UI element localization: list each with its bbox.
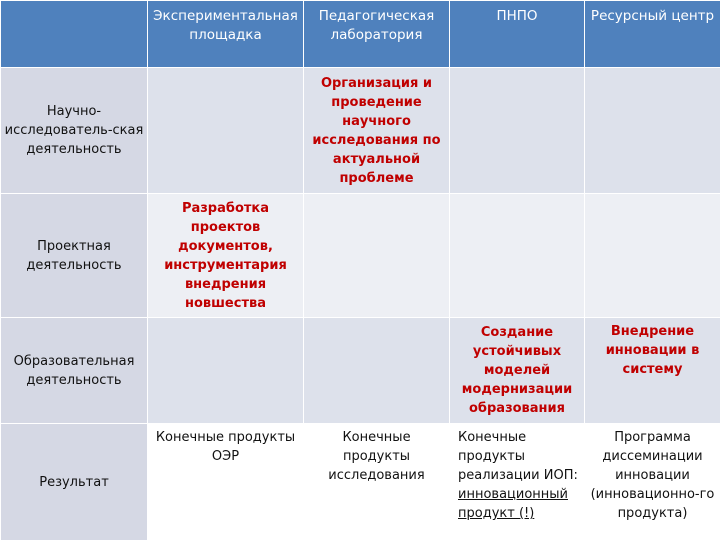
cell-education-pedagogical-lab (304, 318, 450, 424)
header-corner-cell (1, 1, 148, 68)
result-pnpo-text: Конечные продукты реализации ИОП: (458, 430, 578, 483)
cell-research-resource-center (585, 68, 720, 194)
row-project (1, 194, 720, 318)
header-pedagogical-lab: Педагогическая лаборатория (304, 1, 450, 68)
row-label-education: Образовательная деятельность (1, 318, 148, 424)
header-row (1, 1, 720, 68)
cell-result-experimental-site: Конечные продукты ОЭР (148, 424, 304, 541)
row-result (1, 424, 720, 541)
header-pnpo: ПНПО (450, 1, 585, 68)
cell-research-experimental-site (148, 68, 304, 194)
header-resource-center: Ресурсный центр (585, 1, 720, 68)
cell-result-pedagogical-lab: Конечные продукты исследования (304, 424, 450, 541)
cell-education-experimental-site (148, 318, 304, 424)
cell-result-resource-center: Программа диссеминации инновации (инновационно-го продукта) (585, 424, 720, 541)
row-label-result: Результат (1, 424, 148, 541)
cell-project-experimental-site: Разработка проектов документов, инструментария внедрения новшества (148, 194, 304, 318)
cell-result-pnpo (450, 424, 585, 541)
header-experimental-site: Экспериментальная площадка (148, 1, 304, 68)
cell-education-resource-center: Внедрение инновации в систему (585, 318, 720, 424)
result-pnpo-innovative-product: инновационный продукт (!) (458, 487, 568, 521)
row-label-research: Научно-исследователь-ская деятельность (1, 68, 148, 194)
row-research (1, 68, 720, 194)
cell-project-resource-center (585, 194, 720, 318)
row-education (1, 318, 720, 424)
cell-project-pnpo (450, 194, 585, 318)
cell-research-pedagogical-lab: Организация и проведение научного исследования по актуальной проблеме (304, 68, 450, 194)
cell-project-pedagogical-lab (304, 194, 450, 318)
cell-research-pnpo (450, 68, 585, 194)
row-label-project: Проектная деятельность (1, 194, 148, 318)
cell-education-pnpo: Создание устойчивых моделей модернизации образования (450, 318, 585, 424)
